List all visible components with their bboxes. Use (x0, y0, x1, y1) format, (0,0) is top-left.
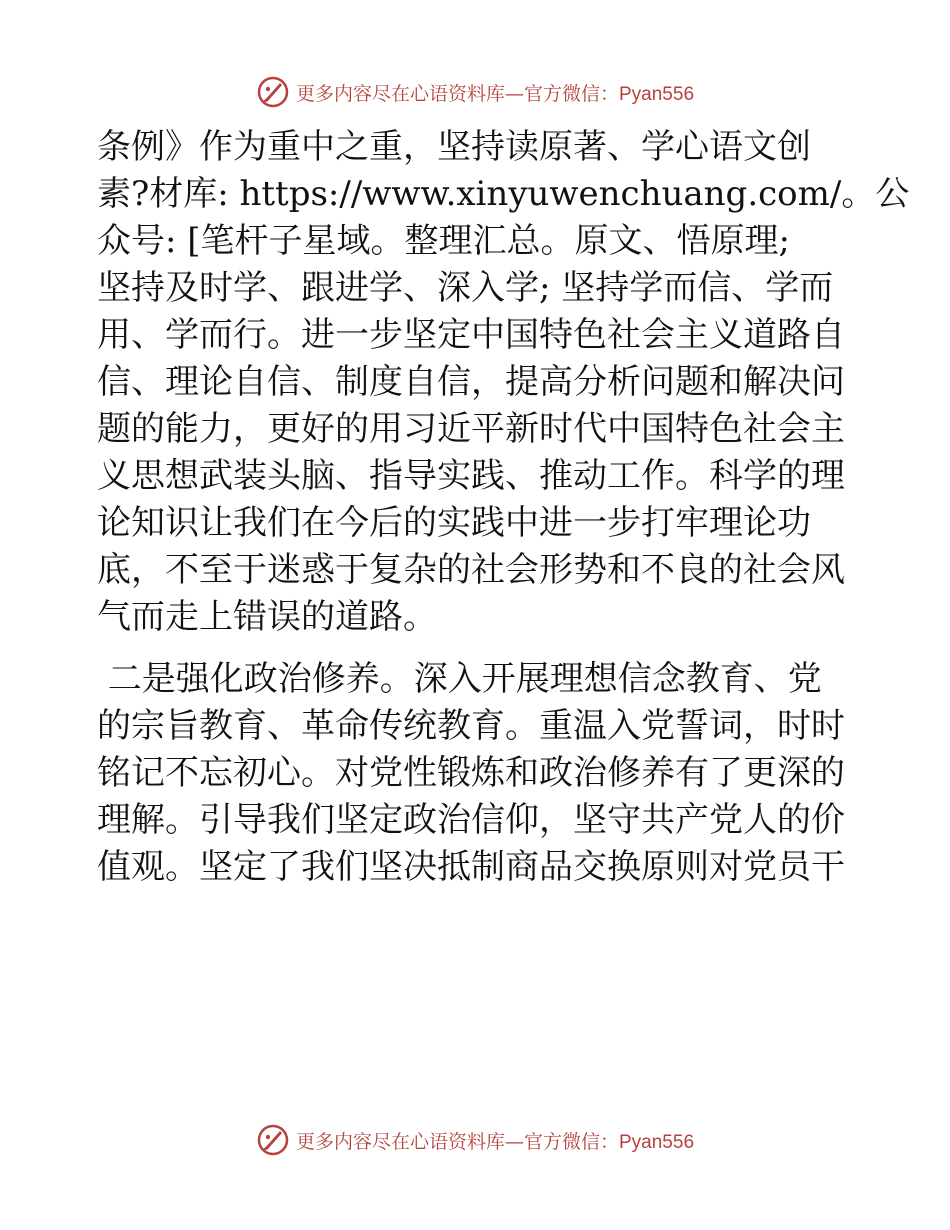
text-line: 气而走上错误的道路。 (97, 597, 437, 637)
footer-wechat-handle: Pyan556 (619, 1131, 695, 1153)
quill-logo-icon (256, 75, 290, 109)
text-line: 坚持及时学、跟进学、深入学; 坚持学而信、学而 (97, 268, 834, 308)
header-wechat-handle: Pyan556 (619, 83, 695, 105)
text-line: 题的能力，更好的用习近平新时代中国特色社会主 (97, 409, 845, 449)
text-line: 条例》作为重中之重，坚持读原著、学心语文创 (97, 127, 811, 167)
text-line: 素?材库: https://www.xinyuwenchuang.com/。公 (97, 174, 910, 214)
header-banner-text: 更多内容尽在心语资料库—官方微信：Pyan556 (295, 82, 695, 105)
text-line: 铭记不忘初心。对党性锻炼和政治修养有了更深的 (97, 753, 845, 793)
footer-banner (0, 1120, 950, 1160)
footer-banner-text: 更多内容尽在心语资料库—官方微信：Pyan556 (295, 1130, 695, 1153)
quill-logo-icon (256, 1123, 290, 1157)
text-line: 理解。引导我们坚定政治信仰，坚守共产党人的价 (97, 800, 845, 840)
paragraph-2 (97, 656, 857, 891)
text-line: 底，不至于迷惑于复杂的社会形势和不良的社会风 (97, 550, 845, 590)
text-line: 信、理论自信、制度自信，提高分析问题和解决问 (97, 362, 845, 402)
text-line: 众号: [笔杆子星域。整理汇总。原文、悟原理; (97, 221, 790, 261)
text-line: 值观。坚定了我们坚决抵制商品交换原则对党员干 (97, 847, 845, 887)
text-line: 二是强化政治修养。深入开展理想信念教育、党 (97, 659, 822, 699)
text-line: 的宗旨教育、革命传统教育。重温入党誓词，时时 (97, 706, 845, 746)
text-line: 义思想武装头脑、指导实践、推动工作。科学的理 (97, 456, 845, 496)
text-line: 论知识让我们在今后的实践中进一步打牢理论功 (97, 503, 811, 543)
document-body (97, 124, 910, 891)
text-line: 用、学而行。进一步坚定中国特色社会主义道路自 (97, 315, 845, 355)
header-banner (0, 72, 950, 112)
paragraph-1 (97, 124, 910, 641)
paragraph-spacer (97, 641, 857, 656)
